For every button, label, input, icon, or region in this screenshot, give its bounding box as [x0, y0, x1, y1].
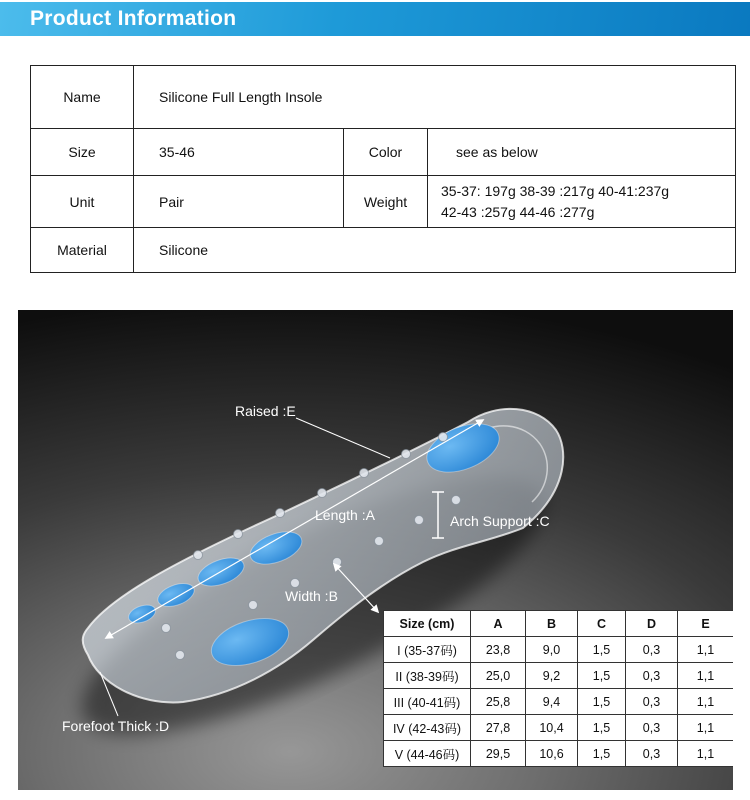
size-table-cell: 9,4 — [526, 689, 578, 715]
size-table-row-label: I (35-37码) — [384, 637, 471, 663]
size-table-cell: 1,1 — [678, 663, 734, 689]
info-row-material — [31, 228, 736, 273]
size-table-cell: 0,3 — [626, 663, 678, 689]
size-table-header-cell: E — [678, 611, 734, 637]
size-table-cell: 1,5 — [578, 663, 626, 689]
info-row-name — [31, 66, 736, 129]
raised-pointer-line — [296, 418, 390, 458]
size-table-head-row — [384, 611, 734, 637]
size-table-row — [384, 689, 734, 715]
raised-label: Raised :E — [235, 403, 296, 419]
size-table-cell: 25,0 — [471, 663, 526, 689]
size-table-cell: 9,0 — [526, 637, 578, 663]
arch-support-label: Arch Support :C — [450, 513, 550, 529]
material-value: Silicone — [134, 228, 736, 273]
name-value: Silicone Full Length Insole — [134, 66, 736, 129]
size-table-cell: 1,5 — [578, 637, 626, 663]
size-label: Size — [31, 129, 134, 176]
size-chart-table — [383, 610, 733, 767]
material-label: Material — [31, 228, 134, 273]
info-row-unit-weight — [31, 176, 736, 228]
size-table-cell: 9,2 — [526, 663, 578, 689]
size-table-cell: 25,8 — [471, 689, 526, 715]
weight-value-line1: 35-37: 197g 38-39 :217g 40-41:237g — [441, 182, 670, 199]
title-banner — [0, 2, 750, 36]
product-image — [18, 310, 733, 790]
size-table-header-cell: D — [626, 611, 678, 637]
size-table-header-cell: A — [471, 611, 526, 637]
forefoot-thick-label: Forefoot Thick :D — [62, 718, 170, 734]
info-row-size-color — [31, 129, 736, 176]
size-table-row-label: IV (42-43码) — [384, 715, 471, 741]
size-table-header-cell: B — [526, 611, 578, 637]
size-table-cell: 0,3 — [626, 741, 678, 767]
size-table-body — [384, 637, 734, 767]
size-table-cell: 1,5 — [578, 741, 626, 767]
size-table-header-cell: Size (cm) — [384, 611, 471, 637]
size-table-cell: 1,1 — [678, 637, 734, 663]
size-table-cell: 1,1 — [678, 715, 734, 741]
page-title: Product Information — [30, 7, 237, 30]
size-table-cell: 1,5 — [578, 689, 626, 715]
size-table-header-cell: C — [578, 611, 626, 637]
weight-value — [428, 176, 736, 228]
size-table-cell: 29,5 — [471, 741, 526, 767]
name-label: Name — [31, 66, 134, 129]
size-table-cell: 1,5 — [578, 715, 626, 741]
size-table-row-label: V (44-46码) — [384, 741, 471, 767]
color-label: Color — [344, 129, 428, 176]
size-table-row — [384, 741, 734, 767]
size-table-cell: 23,8 — [471, 637, 526, 663]
product-info-table — [30, 65, 736, 273]
unit-label: Unit — [31, 176, 134, 228]
weight-value-line2: 42-43 :257g 44-46 :277g — [441, 203, 595, 220]
length-label: Length :A — [315, 507, 375, 523]
size-table-cell: 0,3 — [626, 637, 678, 663]
size-table-cell: 27,8 — [471, 715, 526, 741]
size-table-cell: 1,1 — [678, 741, 734, 767]
size-table-row-label: II (38-39码) — [384, 663, 471, 689]
size-table-row — [384, 663, 734, 689]
size-table-cell: 0,3 — [626, 715, 678, 741]
size-table-cell: 10,4 — [526, 715, 578, 741]
width-label: Width :B — [285, 588, 338, 604]
size-table-cell: 1,1 — [678, 689, 734, 715]
size-table-row — [384, 715, 734, 741]
size-table-row — [384, 637, 734, 663]
unit-value: Pair — [134, 176, 344, 228]
size-table-cell: 10,6 — [526, 741, 578, 767]
size-table-cell: 0,3 — [626, 689, 678, 715]
color-value: see as below — [428, 129, 736, 176]
size-table-row-label: III (40-41码) — [384, 689, 471, 715]
size-value: 35-46 — [134, 129, 344, 176]
weight-label: Weight — [344, 176, 428, 228]
